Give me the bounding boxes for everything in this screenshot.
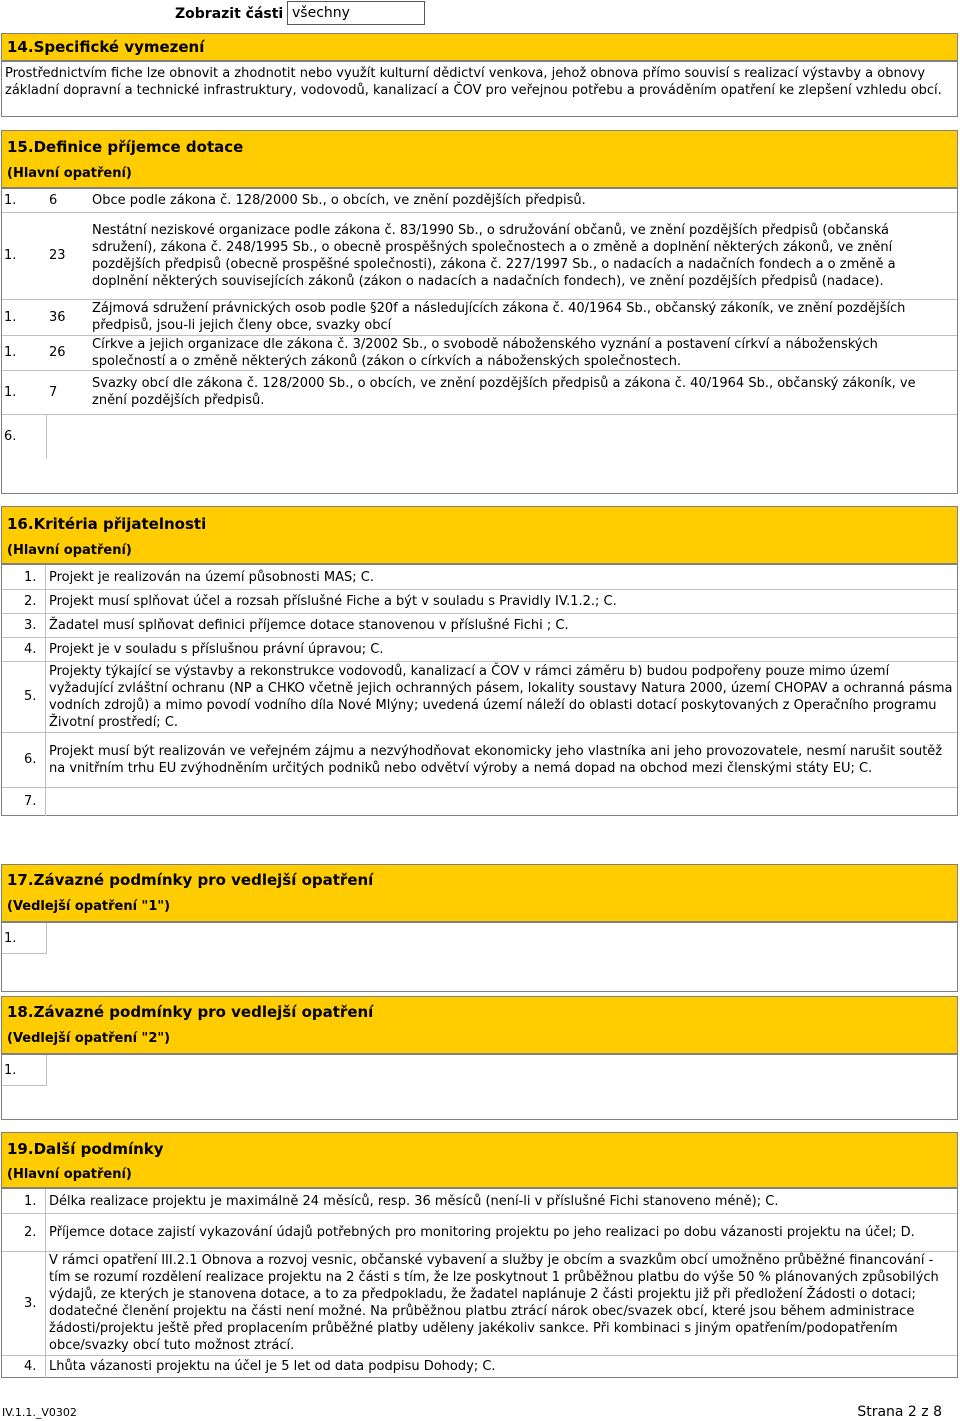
section-16-table <box>1 564 958 816</box>
table-row <box>2 335 957 371</box>
section-18-table <box>1 1054 958 1120</box>
row-number: 1. <box>4 193 17 208</box>
row-text: Projekt je v souladu s příslušnou právní úpravou; C. <box>49 641 384 657</box>
row-number: 1. <box>4 1062 17 1078</box>
row-text: Církve a jejich organizace dle zákona č. 3/2002 Sb., o svobodě náboženského vyznání a postavení církví a náboženských společností a o změně některých zákonů (zákon o církvích a náboženských společnostech. <box>92 336 878 369</box>
footer-document-code: IV.1.1._V0302 <box>2 1406 77 1419</box>
table-row <box>2 370 957 415</box>
section-15-header <box>1 130 958 188</box>
row-text: Lhůta vázanosti projektu na účel je 5 let od data podpisu Dohody; C. <box>49 1359 496 1374</box>
row-number: 1. <box>4 384 17 400</box>
section-17-subtitle: (Vedlejší opatření "1") <box>7 899 171 914</box>
row-code: 26 <box>49 345 66 360</box>
table-row <box>2 787 957 816</box>
section-19-subtitle: (Hlavní opatření) <box>7 1167 132 1182</box>
section-17-header <box>1 864 958 922</box>
section-15-subtitle: (Hlavní opatření) <box>7 166 132 181</box>
section-19-title: 19.Další podmínky <box>7 1140 164 1158</box>
section-18-subtitle: (Vedlejší opatření "2") <box>7 1031 171 1046</box>
table-row <box>2 212 957 300</box>
row-number: 7. <box>2 787 46 816</box>
row-number: 1. <box>4 309 17 325</box>
row-text: Žadatel musí splňovat definici příjemce dotace stanovenou v příslušné Fichi ; C. <box>49 617 569 633</box>
show-parts-select[interactable]: všechny <box>287 1 425 25</box>
row-text: Příjemce dotace zajistí vykazování údajů potřebných pro monitoring projektu po jeho realizaci po dobu vázanosti projektu na účel; D. <box>49 1224 915 1240</box>
section-15-title: 15.Definice příjemce dotace <box>7 138 244 156</box>
section-15-table <box>1 188 958 494</box>
row-code: 7 <box>49 384 58 400</box>
row-number: 2. <box>2 589 46 613</box>
show-parts-label: Zobrazit části <box>175 6 284 22</box>
table-row <box>2 1213 957 1252</box>
table-row <box>2 189 957 213</box>
row-text: Nestátní neziskové organizace podle zákona č. 83/1990 Sb., o sdružování občanů, ve znění pozdějších předpisů (občanská sdružení), zákona č. 248/1995 Sb., o obecně prospěšných společnostech a o změně a doplnění některých zákonů, ve znění pozdějších předpisů (obecně prospěšné společnosti), zákona č. 227/1997 Sb., o nadacích a nadačních fondech a o změně a doplnění některých souvisejících zákonů (zákon o nadacích a nadačních fondech), ve znění pozdějších předpisů (nadace). <box>92 222 896 289</box>
section-18-title: 18.Závazné podmínky pro vedlejší opatření <box>7 1003 374 1021</box>
row-text: Svazky obcí dle zákona č. 128/2000 Sb., o obcích, ve znění pozdějších předpisů a zákona č. 40/1964 Sb., občanský zákoník, ve znění pozdějších předpisů. <box>92 376 916 408</box>
section-16-subtitle: (Hlavní opatření) <box>7 543 132 558</box>
row-number: 6. <box>4 429 17 444</box>
row-number: 4. <box>2 637 46 661</box>
row-number: 6. <box>2 732 46 787</box>
table-row <box>2 299 957 336</box>
row-code: 6 <box>49 193 58 208</box>
row-number: 2. <box>2 1213 46 1251</box>
table-row <box>2 613 957 638</box>
section-14-title: 14.Specifické vymezení <box>7 38 205 56</box>
footer-page-number: Strana 2 z 8 <box>857 1404 942 1420</box>
row-text: Délka realizace projektu je maximálně 24 měsíců, resp. 36 měsíců (není-li v příslušné Fichi stanoveno méně); C. <box>49 1193 779 1209</box>
section-16-header <box>1 506 958 564</box>
section-16-title: 16.Kritéria přijatelnosti <box>7 515 207 533</box>
section-17-title: 17.Závazné podmínky pro vedlejší opatření <box>7 871 374 889</box>
row-number: 5. <box>2 661 46 732</box>
row-number: 1. <box>4 930 17 946</box>
row-text: Projekt je realizován na území působnosti MAS; C. <box>49 569 374 585</box>
section-14-header <box>1 33 958 61</box>
table-row <box>2 589 957 614</box>
section-18-header <box>1 996 958 1054</box>
section-19-header <box>1 1132 958 1188</box>
table-row <box>2 732 957 788</box>
table-row <box>2 1251 957 1356</box>
section-14-body <box>1 61 958 117</box>
table-row <box>2 565 957 590</box>
row-text: Projekt musí být realizován ve veřejném zájmu a nezvýhodňovat ekonomicky jeho vlastníka ani jeho provozovatele, nesmí narušit soutěž na vnitřním trhu EU zvýhodněním určitých podniků nebo odvětví výroby a nemá dopad na obchod mezi členskými státy EU; C. <box>49 743 943 776</box>
row-text: V rámci opatření III.2.1 Obnova a rozvoj vesnic, občanské vybavení a služby je obcím a svazkům obcí umožněno průběžné financování - tím se rozumí rozdělení realizace projektu na 2 části s tím, že lze poskytnout 1 průběžnou platbu do výše 50 % plánovaných způsobilých výdajů, ze kterých je stanovena dotace, a to za předpokladu, že žadatel naplánuje 2 části projektu již při předložení Žádosti o dotaci; dodatečné členění projektu na části není možné. Na průběžnou platbu ztrácí nárok obec/svazek obcí, které jsou během administrace žádosti/projektu ještě před proplacením průběžné platby uděleny jakékoliv sankce. Při kombinaci s jiným opatřením/podopatřením obce/svazky obcí tuto možnost ztrácí. <box>49 1253 939 1353</box>
row-text: Projekt musí splňovat účel a rozsah příslušné Fiche a být v souladu s Pravidly IV.1.2.; C. <box>49 593 617 609</box>
row-code: 36 <box>49 309 66 325</box>
table-row <box>2 1355 957 1378</box>
section-17-table <box>1 922 958 992</box>
table-row <box>2 637 957 662</box>
row-text: Projekty týkající se výstavby a rekonstrukce vodovodů, kanalizací a ČOV v rámci záměru b) budou podpořeny pouze mimo území vyžadující zvláštní ochranu (NP a CHKO včetně jejich ochranných pásem, lokality soustavy Natura 2000, území CHOPAV a ochranná pásma vodních zdrojů) a mimo povodí vodního díla Nové Mlýny; uvedená území náleží do oblasti dotací poskytovaných z Operačního programu Životní prostředí; C. <box>49 663 953 730</box>
row-number: 3. <box>2 613 46 637</box>
table-row <box>2 661 957 733</box>
row-number: 4. <box>2 1355 46 1378</box>
section-14-text: Prostřednictvím fiche lze obnovit a zhodnotit nebo využít kulturní dědictví venkova, jehož obnova přímo souvisí s realizací výstavby a obnovy základní dopravní a technické infrastruktury, vodovodů, kanalizací a ČOV pro veřejnou potřebu a prováděním opatření ke zlepšení vzhledu obcí. <box>5 66 942 98</box>
row-text: Obce podle zákona č. 128/2000 Sb., o obcích, ve znění pozdějších předpisů. <box>92 193 586 208</box>
row-number: 1. <box>2 565 46 589</box>
row-number: 1. <box>4 345 17 360</box>
section-19-table <box>1 1188 958 1378</box>
table-row <box>2 1189 957 1214</box>
row-number: 3. <box>2 1251 46 1355</box>
row-code: 23 <box>49 248 66 263</box>
row-number: 1. <box>2 1189 46 1213</box>
table-row <box>2 414 957 494</box>
row-text: Zájmová sdružení právnických osob podle §20f a následujících zákona č. 40/1964 Sb., občanský zákoník, ve znění pozdějších předpisů, jsou-li jejich členy obce, svazky obcí <box>92 301 906 333</box>
row-number: 1. <box>4 248 17 263</box>
